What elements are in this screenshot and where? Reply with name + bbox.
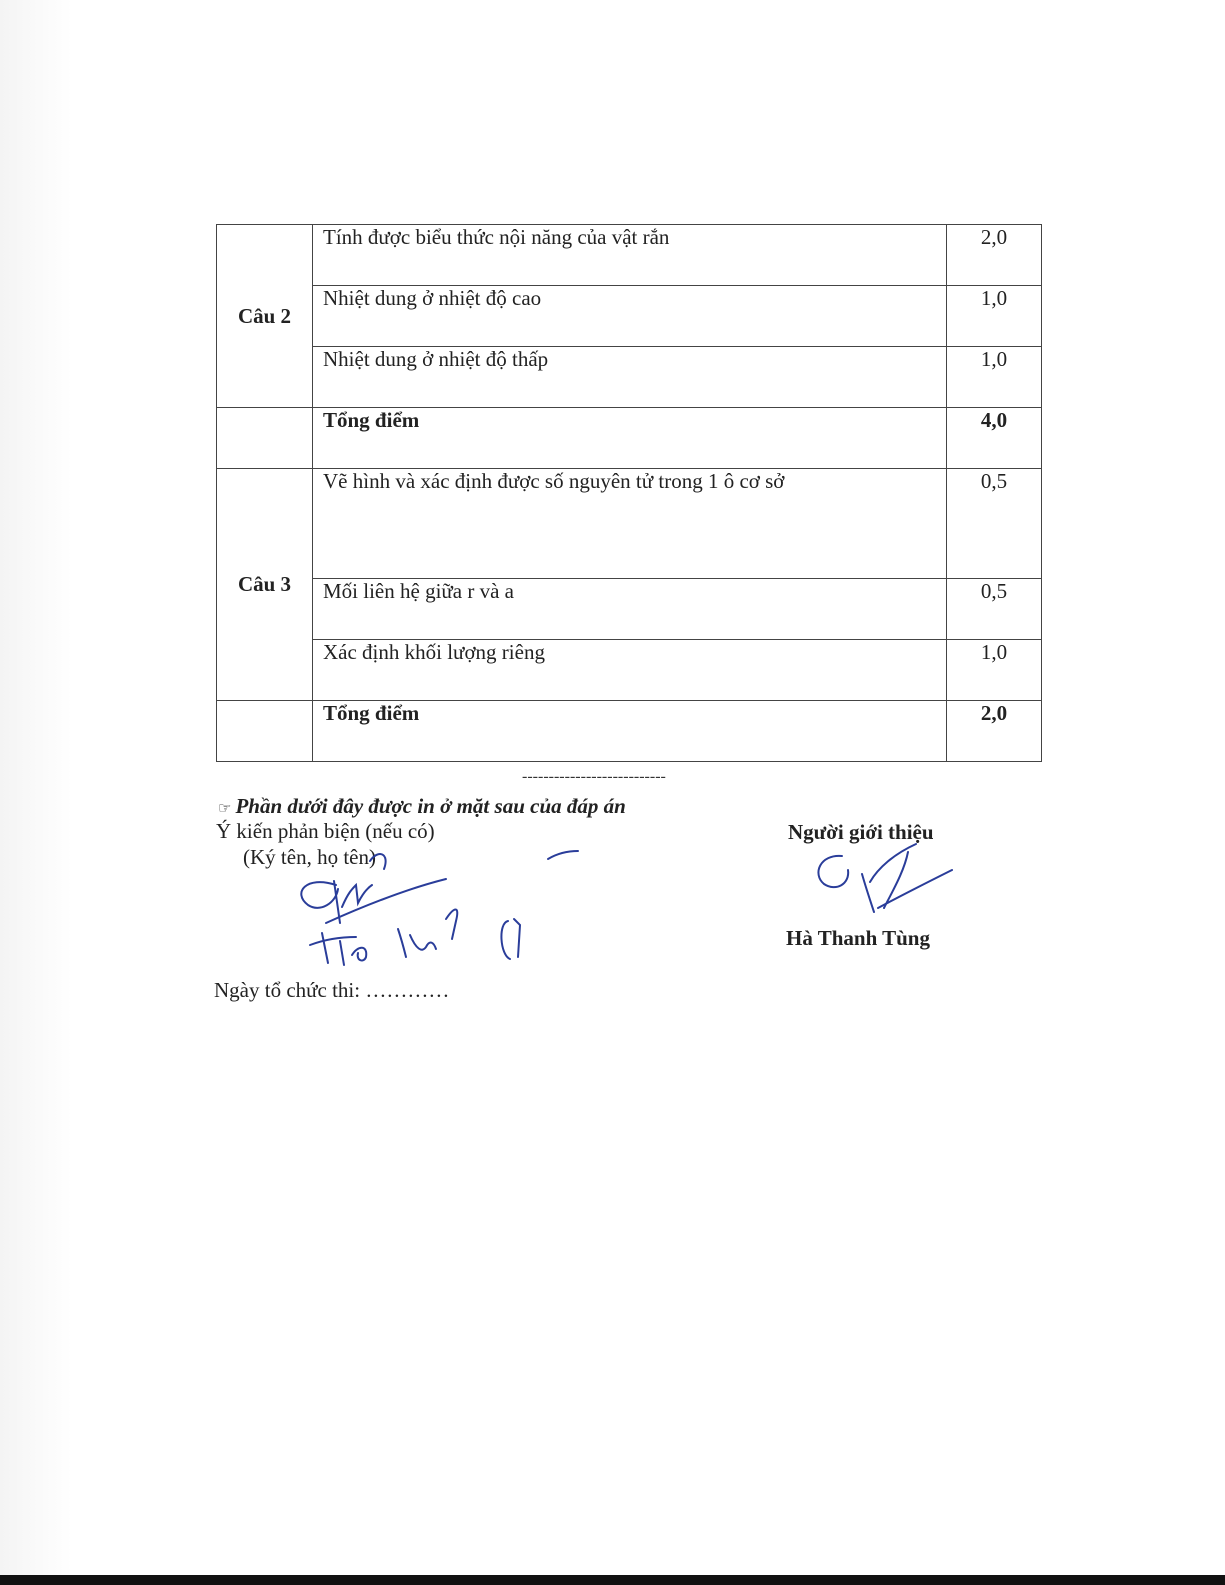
table-row (217, 640, 1042, 701)
score-value: 1,0 (947, 640, 1042, 701)
review-label: Ý kiến phản biện (nếu có) (216, 819, 435, 843)
question-label (217, 408, 313, 469)
criterion-text: Mối liên hệ giữa r và a (313, 579, 947, 640)
score-value: 0,5 (947, 469, 1042, 579)
score-value: 1,0 (947, 286, 1042, 347)
criterion-text: Nhiệt dung ở nhiệt độ cao (313, 286, 947, 347)
print-note (218, 794, 626, 819)
table-row (217, 579, 1042, 640)
introducer-signature (812, 842, 962, 922)
total-label: Tổng điểm (313, 701, 947, 762)
score-value: 1,0 (947, 347, 1042, 408)
total-row (217, 701, 1042, 762)
section-divider: --------------------------- (522, 768, 666, 785)
question-label: Câu 2 (217, 225, 313, 408)
grading-table (216, 224, 1042, 762)
score-value: 0,5 (947, 579, 1042, 640)
exam-date-line: Ngày tổ chức thi: ………… (214, 978, 450, 1002)
criterion-text: Nhiệt dung ở nhiệt độ thấp (313, 347, 947, 408)
total-score: 4,0 (947, 408, 1042, 469)
table-row (217, 469, 1042, 579)
introducer-title: Người giới thiệu (788, 820, 934, 844)
total-label: Tổng điểm (313, 408, 947, 469)
introducer-name: Hà Thanh Tùng (786, 926, 930, 950)
table-row (217, 225, 1042, 286)
question-label (217, 701, 313, 762)
criterion-text: Vẽ hình và xác định được số nguyên tử trong 1 ô cơ sở (313, 469, 947, 579)
table-row (217, 347, 1042, 408)
scan-shadow (0, 0, 72, 1585)
scan-bottom-edge (0, 1575, 1225, 1585)
reviewer-signature (286, 845, 586, 965)
total-score: 2,0 (947, 701, 1042, 762)
score-value: 2,0 (947, 225, 1042, 286)
criterion-text: Tính được biểu thức nội năng của vật rắn (313, 225, 947, 286)
criterion-text: Xác định khối lượng riêng (313, 640, 947, 701)
print-note-text: Phần dưới đây được in ở mặt sau của đáp án (235, 794, 626, 818)
question-label: Câu 3 (217, 469, 313, 701)
review-sign-hint: (Ký tên, họ tên) (243, 845, 376, 869)
total-row (217, 408, 1042, 469)
table-row (217, 286, 1042, 347)
pointing-hand-icon: ☞ (218, 801, 232, 817)
